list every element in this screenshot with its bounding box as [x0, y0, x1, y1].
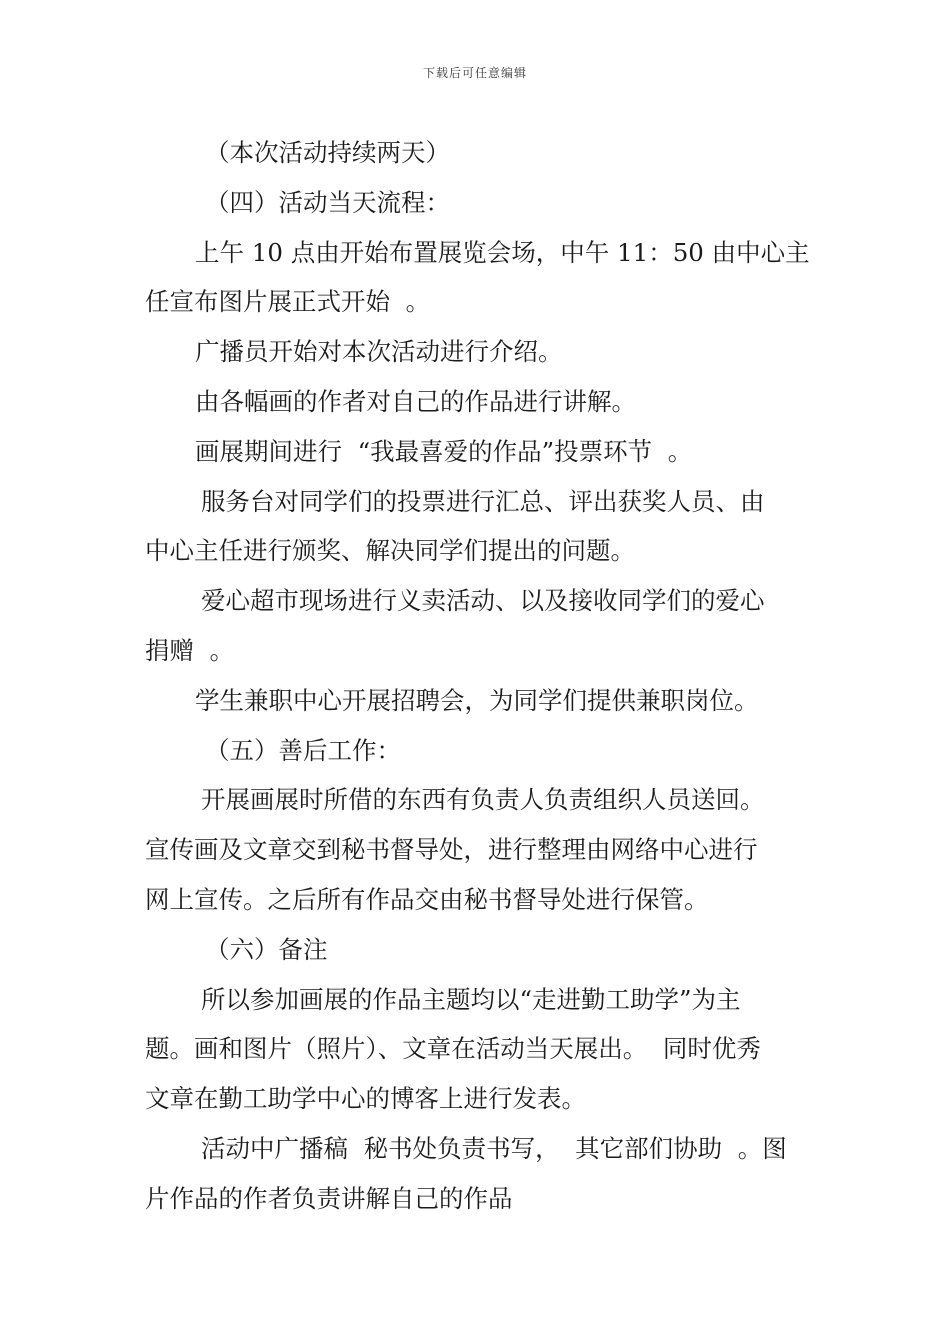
paragraph-line: （本次活动持续两天） [205, 138, 450, 167]
paragraph-line: 题。画和图片（照片）、文章在活动当天展出。 同时优秀 [145, 1034, 761, 1064]
document-body [145, 128, 813, 1224]
paragraph-line: 中心主任进行颁奖、解决同学们提出的问题。 [145, 536, 635, 566]
paragraph-line: 画展期间进行 “我最喜爱的作品”投票环节 。 [195, 436, 693, 466]
paragraph-line: 捐赠 。 [145, 635, 235, 665]
paragraph-line: 宣传画及文章交到秘书督导处，进行整理由网络中心进行 [145, 835, 758, 865]
paragraph-line: 服务台对同学们的投票进行汇总、评出获奖人员、由 [201, 486, 765, 516]
section-heading-four: （四）活动当天流程： [205, 187, 450, 217]
paragraph-line: 活动中广播稿 秘书处负责书写， 其它部们协助 。图 [201, 1133, 787, 1163]
paragraph-line: 任宣布图片展正式开始 。 [145, 287, 431, 317]
paragraph-line: 广播员开始对本次活动进行介绍。 [195, 337, 563, 367]
paragraph-line: 片作品的作者负责讲解自己的作品 [145, 1183, 513, 1213]
paragraph-line: 网上宣传。之后所有作品交由秘书督导处进行保管。 [145, 884, 709, 914]
paragraph-line: 由各幅画的作者对自己的作品进行讲解。 [195, 386, 636, 416]
section-heading-five: （五）善后工作： [205, 735, 401, 765]
paragraph-line: 所以参加画展的作品主题均以“走进勤工助学”为主 [201, 984, 741, 1014]
paragraph-line: 学生兼职中心开展招聘会，为同学们提供兼职岗位。 [195, 685, 759, 715]
page-header: 下载后可任意编辑 [422, 66, 527, 80]
paragraph-line: 爱心超市现场进行义卖活动、以及接收同学们的爱心 [201, 586, 765, 616]
paragraph-line: 开展画展时所借的东西有负责人负责组织人员送回。 [201, 785, 765, 815]
paragraph-line: 文章在勤工助学中心的博客上进行发表。 [145, 1084, 586, 1114]
section-heading-six: （六）备注 [205, 934, 328, 964]
paragraph-line: 上午 10 点由开始布置展览会场，中午 11：50 由中心主 [195, 237, 810, 267]
